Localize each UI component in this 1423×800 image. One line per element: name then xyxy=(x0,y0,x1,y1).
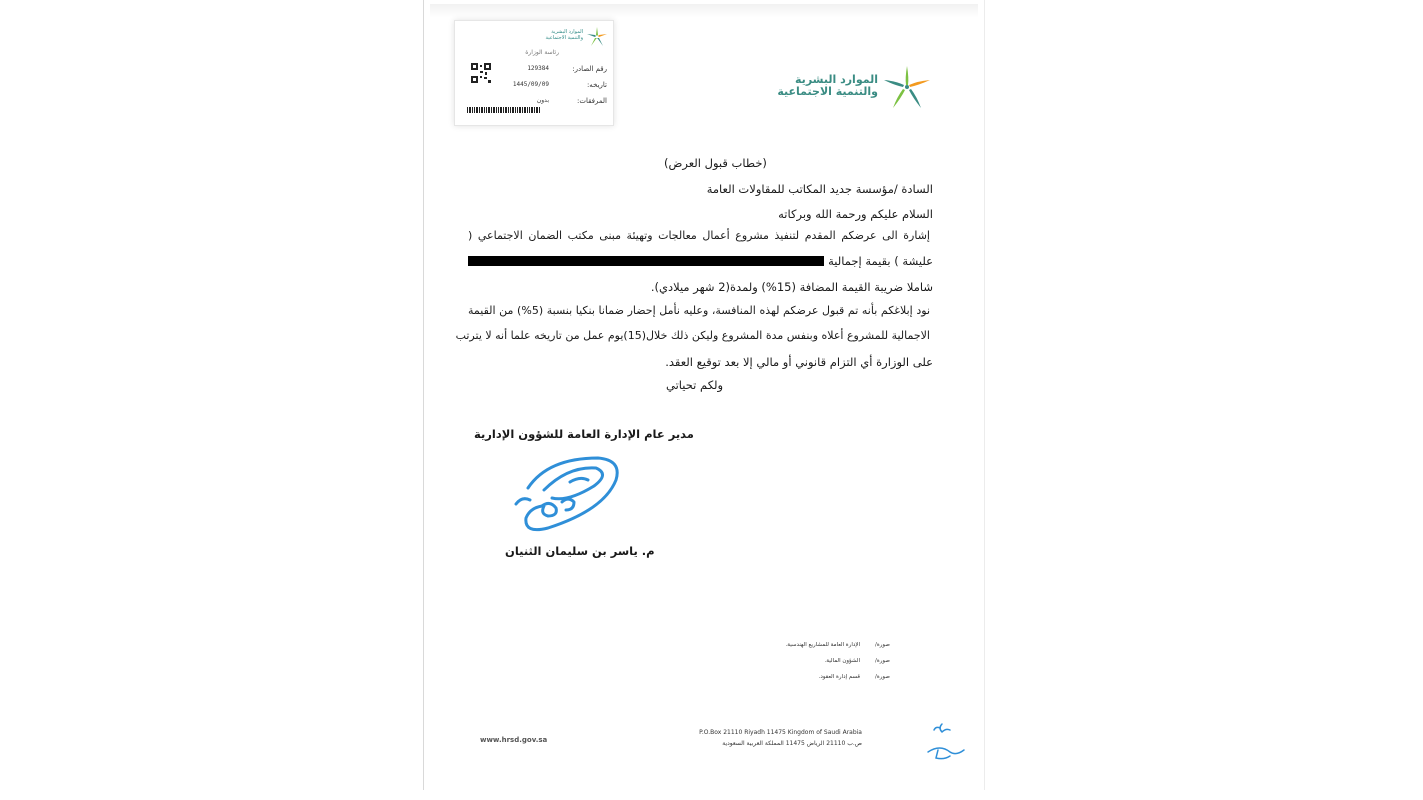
initials-mark xyxy=(920,718,970,768)
copy-1-label: صورة/ xyxy=(875,642,890,648)
signatory-name: م. ياسر بن سليمان الثنيان xyxy=(505,544,655,558)
stamp-subtitle: رئاسة الوزارة xyxy=(525,49,559,56)
barcode-icon xyxy=(467,107,583,113)
outgoing-number-value: 129384 xyxy=(527,65,549,72)
footer-website: www.hrsd.gov.sa xyxy=(480,736,548,744)
date-value: 1445/09/09 xyxy=(512,81,549,88)
attachments-value: بدون xyxy=(536,97,549,104)
greeting: السلام عليكم ورحمة الله وبركاته xyxy=(778,207,933,221)
ministry-logo-line2: والتنمية الاجتماعية xyxy=(777,85,878,98)
addressee: السادة /مؤسسة جديد المكاتب للمقاولات العامة xyxy=(706,182,933,196)
letter-title: (خطاب قبول العرض) xyxy=(664,156,767,170)
paragraph-1-line-2: عليشة ) بقيمة إجمالية xyxy=(828,254,933,268)
copy-1-text: الإدارة العامة للمشاريع الهندسية. xyxy=(785,642,860,648)
copy-3-text: قسم إدارة العقود. xyxy=(818,674,860,680)
outgoing-number-label: رقم الصادر: xyxy=(572,65,607,73)
copy-2-label: صورة/ xyxy=(875,658,890,664)
paragraph-1-line-1: إشارة الى عرضكم المقدم لتنفيذ مشروع أعمال معالجات وتهيئة مبنى مكتب الضمان الاجتماعي ( xyxy=(468,229,930,242)
ministry-logo-line1: الموارد البشرية xyxy=(795,73,878,86)
footer-address xyxy=(692,727,862,749)
stamp-logo xyxy=(535,25,609,49)
attachments-row xyxy=(507,97,607,107)
date-label: تاريخه: xyxy=(586,81,607,89)
outgoing-stamp xyxy=(454,20,614,126)
signature-image xyxy=(508,452,626,536)
stamp-ministry-name: الموارد البشرية والتنمية الاجتماعية xyxy=(545,29,583,41)
ministry-star-icon xyxy=(882,64,932,110)
ministry-logo xyxy=(777,60,938,110)
date-row xyxy=(507,81,607,91)
paragraph-2-line-3: على الوزارة أي التزام قانوني أو مالي إلا بعد توقيع العقد. xyxy=(665,355,933,369)
closing: ولكم تحياتي xyxy=(666,378,724,392)
signatory-title: مدير عام الإدارة العامة للشؤون الإدارية xyxy=(474,427,694,441)
page-top-edge xyxy=(430,4,978,18)
redaction-bar xyxy=(468,256,824,266)
paragraph-2-line-2: الاجمالية للمشروع أعلاه وبنفس مدة المشروع وليكن ذلك خلال(15)يوم عمل من تاريخه علما أنه لا يترتب xyxy=(455,329,930,342)
paragraph-2-line-1: نود إبلاغكم بأنه تم قبول عرضكم لهذه المنافسة، وعليه نأمل إحضار ضمانا بنكيا بنسبة (5%) من القيمة xyxy=(468,304,930,317)
copy-2-text: الشؤون المالية. xyxy=(824,658,860,664)
ministry-star-icon xyxy=(585,25,609,49)
ministry-logo-text xyxy=(777,74,878,98)
qr-code-icon xyxy=(471,63,491,83)
attachments-label: المرفقات: xyxy=(577,97,607,105)
outgoing-number-row xyxy=(507,65,607,75)
copy-3-label: صورة/ xyxy=(875,674,890,680)
footer-address-en: P.O.Box 21110 Riyadh 11475 Kingdom of Saudi Arabia xyxy=(699,729,862,736)
footer-address-ar: ص.ب 21110 الرياض 11475 المملكة العربية السعودية xyxy=(722,740,862,747)
paragraph-1-line-3: شاملا ضريبة القيمة المضافة (15%) ولمدة(2 شهر ميلادي). xyxy=(650,280,933,294)
